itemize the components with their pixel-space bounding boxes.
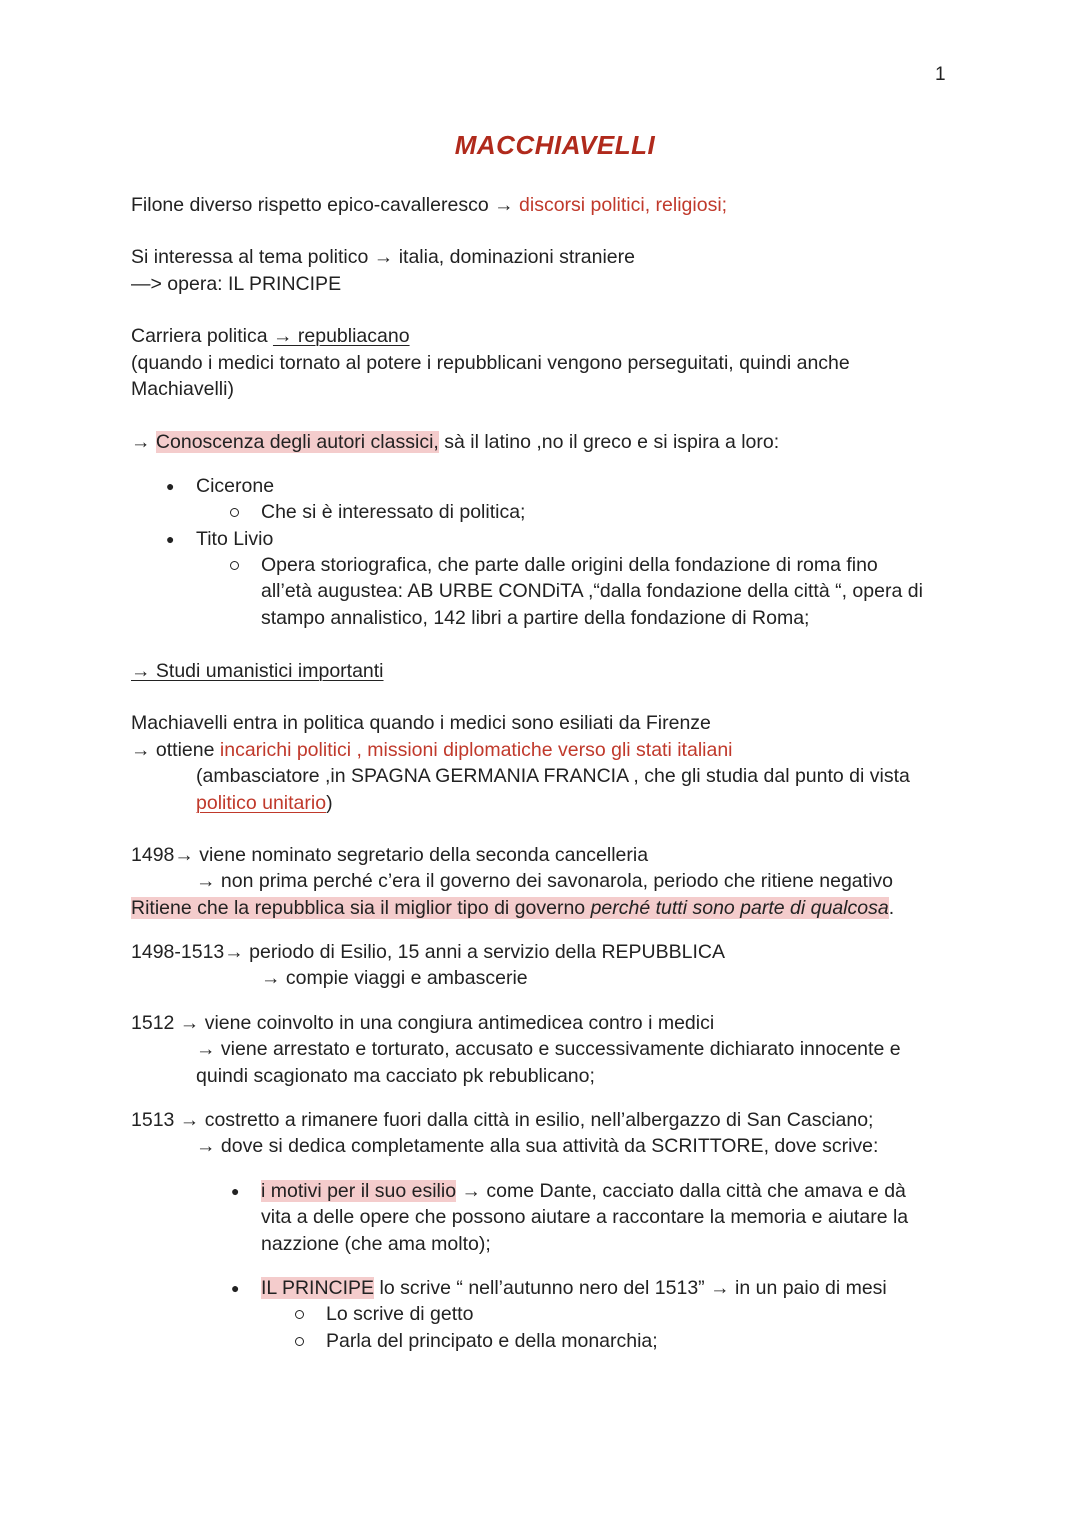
political-theme-line: Si interessa al tema politico → italia, dominazioni straniere: [131, 246, 635, 268]
career-underlined: → republiacano: [272, 325, 410, 347]
sub-bullet-cicerone: Che si è interessato di politica;: [261, 501, 526, 523]
ambassador-line: (ambasciatore ,in SPAGNA GERMANIA FRANCIA , che gli studia dal punto di vista: [196, 765, 910, 787]
circle-bullet-icon: [230, 508, 239, 517]
republic-line: [131, 895, 894, 921]
principe-rest: lo scrive “ nell’autunno nero del 1513” → in un paio di mesi: [374, 1277, 887, 1299]
cleared-line: quindi scagionato ma cacciato pk rebublicano;: [196, 1065, 595, 1087]
classics-line: [131, 429, 779, 455]
republic-highlight-italic: perché tutti sono parte di qualcosa: [590, 897, 889, 919]
bullet-dot-icon: ●: [166, 478, 175, 494]
career-label: Carriera politica: [131, 325, 273, 347]
savonarola-line: → non prima perché c’era il governo dei savonarola, periodo che ritiene negativo: [196, 870, 893, 892]
period: .: [888, 897, 895, 919]
circle-bullet-icon: [295, 1337, 304, 1346]
assignments-line: [131, 737, 733, 763]
classics-rest: sà il latino ,no il greco e si ispira a loro:: [438, 431, 780, 453]
career-note-line-1: (quando i medici tornato al potere i repubblicani vengono perseguitati, quindi anche: [131, 352, 850, 374]
assignments-red-text: incarichi politici , missioni diplomatiche verso gli stati italiani: [219, 739, 733, 761]
principe-line: [261, 1275, 887, 1301]
republic-highlight: Ritiene che la repubblica sia il miglior tipo di governo: [131, 897, 591, 919]
arrow: →: [131, 431, 156, 453]
bullet-dot-icon: ●: [231, 1183, 240, 1199]
year-1512-line: 1512 → viene coinvolto in una congiura antimedicea contro i medici: [131, 1012, 715, 1034]
bullet-tito-livio: Tito Livio: [196, 528, 274, 550]
sub-bullet-livio-2: all’età augustea: AB URBE CONDiTA ,“dalla fondazione della città “, opera di: [261, 580, 923, 602]
classics-highlight: Conoscenza degli autori classici,: [155, 431, 439, 453]
bullet-cicerone: Cicerone: [196, 475, 275, 497]
unitary-line: [196, 790, 333, 816]
page-number: 1: [935, 64, 946, 85]
exile-reasons-line-2: vita a delle opere che possono aiutare a raccontare la memoria e aiutare la: [261, 1206, 909, 1228]
sub-bullet-principe-2: Parla del principato e della monarchia;: [326, 1330, 658, 1352]
principe-highlight: IL PRINCIPE: [261, 1277, 375, 1299]
assignments-label: → ottiene: [131, 739, 220, 761]
circle-bullet-icon: [230, 561, 239, 570]
year-1513-line: 1513 → costretto a rimanere fuori dalla città in esilio, nell’albergazzo di San Casciano;: [131, 1109, 874, 1131]
enters-politics-line: Machiavelli entra in politica quando i medici sono esiliati da Firenze: [131, 712, 711, 734]
career-note-line-2: Machiavelli): [131, 378, 234, 400]
intro-text: Filone diverso rispetto epico-cavalleresco →: [131, 194, 520, 216]
sub-bullet-livio-1: Opera storiografica, che parte dalle origini della fondazione di roma fino: [261, 554, 878, 576]
arrested-line: → viene arrestato e torturato, accusato e successivamente dichiarato innocente e: [196, 1038, 901, 1060]
work-line: —> opera: IL PRINCIPE: [131, 273, 342, 295]
exile-highlight: i motivi per il suo esilio: [261, 1180, 457, 1202]
humanistic-studies-line: → Studi umanistici importanti: [131, 660, 384, 682]
years-1498-1513-line: 1498-1513→ periodo di Esilio, 15 anni a servizio della REPUBBLICA: [131, 941, 725, 963]
writer-line: → dove si dedica completamente alla sua attività da SCRITTORE, dove scrive:: [196, 1135, 879, 1157]
bullet-dot-icon: ●: [231, 1280, 240, 1296]
travels-line: → compie viaggi e ambascerie: [261, 967, 528, 989]
exile-reasons-line-3: nazzione (che ama molto);: [261, 1233, 491, 1255]
closing-paren: ): [326, 792, 333, 814]
unitary-red-text: politico unitario: [196, 792, 327, 814]
sub-bullet-livio-3: stampo annalistico, 142 libri a partire della fondazione di Roma;: [261, 607, 810, 629]
exile-rest: → come Dante, cacciato dalla città che amava e dà: [456, 1180, 906, 1202]
career-line: [131, 323, 410, 349]
exile-reasons-line: [261, 1178, 906, 1204]
sub-bullet-principe-1: Lo scrive di getto: [326, 1303, 474, 1325]
intro-red-text: discorsi politici, religiosi;: [519, 194, 728, 216]
circle-bullet-icon: [295, 1310, 304, 1319]
year-1498-line: 1498→ viene nominato segretario della seconda cancelleria: [131, 844, 649, 866]
bullet-dot-icon: ●: [166, 531, 175, 547]
intro-line: [131, 192, 727, 218]
page-title: MACCHIAVELLI: [454, 130, 656, 160]
